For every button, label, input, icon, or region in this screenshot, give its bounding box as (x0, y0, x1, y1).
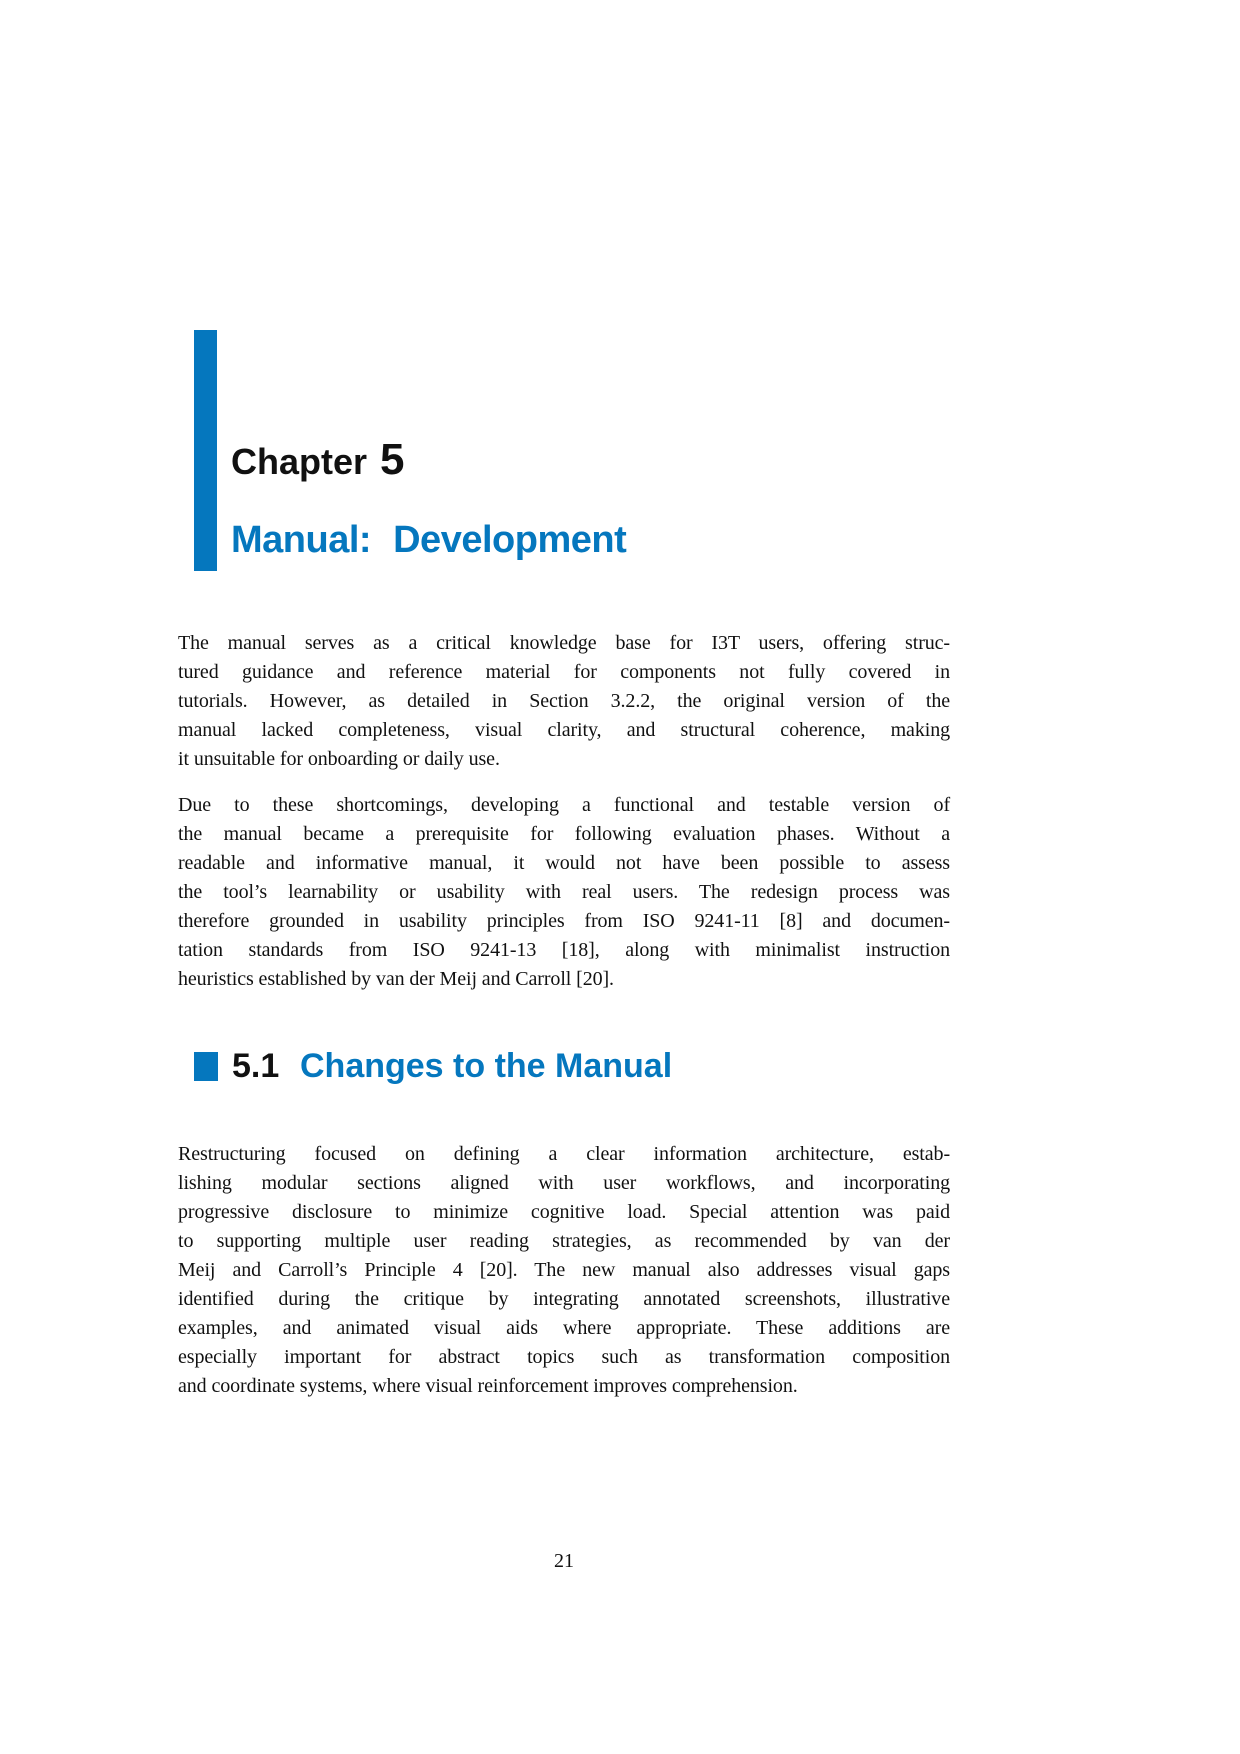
text-line: tation standards from ISO 9241-13 [18], along with minimalist instruction (178, 939, 950, 961)
text-line: manual lacked completeness, visual clarity, and structural coherence, making (178, 719, 950, 741)
chapter-title: Manual: Development (231, 519, 627, 561)
text-line: The manual serves as a critical knowledge base for I3T users, offering struc- (178, 632, 950, 654)
text-line: to supporting multiple user reading strategies, as recommended by van der (178, 1230, 950, 1252)
text-line: the tool’s learnability or usability with real users. The redesign process was (178, 881, 950, 903)
paragraph-section-1 (178, 1140, 950, 1401)
paragraph-intro-1 (178, 629, 950, 774)
text-line: examples, and animated visual aids where appropriate. These additions are (178, 1317, 950, 1339)
text-line: lishing modular sections aligned with user workflows, and incorporating (178, 1172, 950, 1194)
text-line: Restructuring focused on defining a clear information architecture, estab- (178, 1143, 950, 1165)
section-marker-square (194, 1052, 218, 1081)
text-line: therefore grounded in usability principles from ISO 9241-11 [8] and documen- (178, 910, 950, 932)
text-line: Meij and Carroll’s Principle 4 [20]. The new manual also addresses visual gaps (178, 1259, 950, 1281)
text-line: the manual became a prerequisite for following evaluation phases. Without a (178, 823, 950, 845)
page-number: 21 (554, 1550, 574, 1572)
chapter-number: 5 (380, 435, 405, 484)
text-line: progressive disclosure to minimize cognitive load. Special attention was paid (178, 1201, 950, 1223)
section-heading (194, 1046, 954, 1086)
chapter-heading (231, 435, 405, 484)
text-line: readable and informative manual, it would not have been possible to assess (178, 852, 950, 874)
chapter-label: Chapter (231, 441, 368, 482)
text-line: it unsuitable for onboarding or daily use. (178, 748, 500, 770)
paragraph-intro-2 (178, 791, 950, 994)
chapter-accent-bar (194, 330, 217, 571)
text-line: identified during the critique by integrating annotated screenshots, illustrative (178, 1288, 950, 1310)
text-line: tutorials. However, as detailed in Section 3.2.2, the original version of the (178, 690, 950, 712)
text-line: tured guidance and reference material for components not fully covered in (178, 661, 950, 683)
text-line: Due to these shortcomings, developing a functional and testable version of (178, 794, 950, 816)
section-number: 5.1 (232, 1047, 280, 1085)
text-line: heuristics established by van der Meij and Carroll [20]. (178, 968, 614, 990)
text-line: especially important for abstract topics such as transformation composition (178, 1346, 950, 1368)
section-title: Changes to the Manual (300, 1047, 673, 1085)
text-line: and coordinate systems, where visual reinforcement improves comprehension. (178, 1375, 798, 1397)
